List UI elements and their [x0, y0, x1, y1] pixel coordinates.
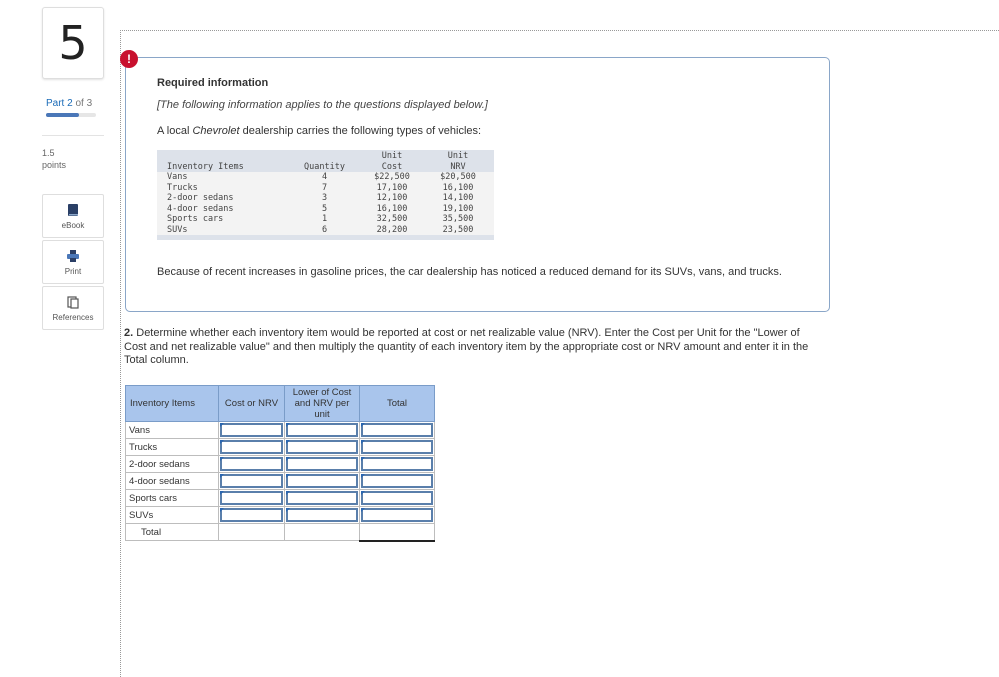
row-nrv: 16,100 [422, 183, 494, 194]
total-field[interactable] [361, 508, 433, 522]
row-item: 4-door sedans [157, 204, 287, 215]
row-cost: 17,100 [362, 183, 422, 194]
total-field[interactable] [361, 440, 433, 454]
required-info-note: [The following information applies to the questions displayed below.] [157, 99, 488, 111]
col-header-item: Inventory Items [157, 150, 287, 172]
grand-total-value [360, 524, 435, 541]
answer-row-item: SUVs [126, 507, 219, 524]
part-label: Part [46, 98, 65, 109]
part-progress-bar [46, 113, 96, 117]
answer-total-row [126, 524, 435, 541]
table-row [157, 214, 494, 225]
answer-row [126, 422, 435, 439]
part-indicator [46, 98, 92, 109]
table-row [157, 183, 494, 194]
lcnrv-field[interactable] [286, 457, 358, 471]
total-field[interactable] [361, 491, 433, 505]
print-button[interactable] [42, 240, 104, 284]
vehicle-data-table [157, 150, 494, 240]
question-number-label: 2. [124, 327, 134, 339]
required-info-title: Required information [157, 77, 269, 89]
row-quantity: 7 [287, 183, 362, 194]
references-label: References [52, 312, 94, 322]
total-field[interactable] [361, 423, 433, 437]
references-button[interactable] [42, 286, 104, 330]
total-input[interactable] [360, 490, 435, 507]
unit-nrv-line2: NRV [450, 161, 466, 172]
row-nrv: $20,500 [422, 172, 494, 183]
unit-cost-line1: Unit [381, 151, 403, 161]
row-quantity: 5 [287, 204, 362, 215]
desc-suffix: dealership carries the following types of vehicles: [239, 125, 482, 137]
row-quantity: 1 [287, 214, 362, 225]
lcnrv-input[interactable] [285, 507, 360, 524]
lcnrv-field[interactable] [286, 491, 358, 505]
row-cost: 12,100 [362, 193, 422, 204]
lcnrv-input[interactable] [285, 422, 360, 439]
ans-header-cost-or-nrv: Cost or NRV [219, 386, 285, 422]
total-field[interactable] [361, 457, 433, 471]
cost-or-nrv-field[interactable] [220, 491, 283, 505]
row-cost: 32,500 [362, 214, 422, 225]
unit-cost-line2: Cost [381, 161, 403, 172]
cost-or-nrv-input[interactable] [219, 439, 285, 456]
ebook-button[interactable] [42, 194, 104, 238]
answer-row-item: 2-door sedans [126, 456, 219, 473]
ans-header-lcnrv: Lower of Cost and NRV per unit [285, 386, 360, 422]
cost-or-nrv-input[interactable] [219, 507, 285, 524]
content-top-border [120, 30, 999, 31]
row-quantity: 4 [287, 172, 362, 183]
answer-table [125, 385, 435, 542]
total-input[interactable] [360, 507, 435, 524]
table-row [157, 193, 494, 204]
answer-row-item: Sports cars [126, 490, 219, 507]
row-item: Trucks [157, 183, 287, 194]
row-item: SUVs [157, 225, 287, 236]
row-item: 2-door sedans [157, 193, 287, 204]
alert-icon: ! [120, 50, 138, 68]
cost-or-nrv-field[interactable] [220, 457, 283, 471]
table-row [157, 225, 494, 236]
total-label: Total [126, 524, 219, 541]
cost-or-nrv-input[interactable] [219, 473, 285, 490]
row-nrv: 14,100 [422, 193, 494, 204]
desc-brand: Chevrolet [192, 125, 240, 137]
question-text [124, 327, 824, 368]
part-of: of 3 [75, 98, 93, 109]
part-progress-fill [46, 113, 79, 117]
col-header-unit-cost [362, 150, 422, 172]
answer-row [126, 456, 435, 473]
cost-or-nrv-field[interactable] [220, 508, 283, 522]
answer-row [126, 507, 435, 524]
required-info-description [157, 125, 481, 137]
cost-or-nrv-field[interactable] [220, 423, 283, 437]
cost-or-nrv-field[interactable] [220, 440, 283, 454]
ans-header-items: Inventory Items [126, 386, 219, 422]
col-header-quantity: Quantity [287, 150, 362, 172]
question-body: Determine whether each inventory item would be reported at cost or net realizable value (NRV). Enter the Cost per Unit for the "Lower of Cost and net realizable value" and then multiply the quantity of each inventory item by the appropriate cost or NRV amount and enter it in the Total column. [124, 327, 809, 366]
total-input[interactable] [360, 473, 435, 490]
answer-row [126, 490, 435, 507]
unit-nrv-line1: Unit [447, 151, 469, 161]
total-field[interactable] [361, 474, 433, 488]
row-cost: 16,100 [362, 204, 422, 215]
total-empty-cell [285, 524, 360, 541]
total-input[interactable] [360, 456, 435, 473]
required-info-closing: Because of recent increases in gasoline prices, the car dealership has noticed a reduced demand for its SUVs, vans, and trucks. [157, 266, 782, 278]
print-icon [66, 249, 80, 263]
total-input[interactable] [360, 439, 435, 456]
lcnrv-field[interactable] [286, 423, 358, 437]
answer-row-item: Vans [126, 422, 219, 439]
cost-or-nrv-input[interactable] [219, 490, 285, 507]
col-header-unit-nrv [422, 150, 494, 172]
lcnrv-input[interactable] [285, 473, 360, 490]
total-empty-cell [219, 524, 285, 541]
row-nrv: 23,500 [422, 225, 494, 236]
references-icon [66, 295, 80, 309]
cost-or-nrv-input[interactable] [219, 456, 285, 473]
table-footer-bar [157, 235, 494, 240]
content-left-border [120, 30, 121, 677]
lcnrv-field[interactable] [286, 440, 358, 454]
cost-or-nrv-input[interactable] [219, 422, 285, 439]
ebook-label: eBook [61, 220, 85, 230]
row-nrv: 19,100 [422, 204, 494, 215]
table-row [157, 204, 494, 215]
lcnrv-field[interactable] [286, 508, 358, 522]
cost-or-nrv-field[interactable] [220, 474, 283, 488]
points-value: 1.5 [42, 148, 55, 158]
lcnrv-input[interactable] [285, 456, 360, 473]
ans-header-total: Total [360, 386, 435, 422]
part-current: 2 [67, 98, 73, 109]
lcnrv-input[interactable] [285, 490, 360, 507]
row-quantity: 6 [287, 225, 362, 236]
print-label: Print [64, 266, 82, 276]
points-display [42, 147, 66, 171]
lcnrv-input[interactable] [285, 439, 360, 456]
row-item: Sports cars [157, 214, 287, 225]
points-label: points [42, 160, 67, 170]
row-nrv: 35,500 [422, 214, 494, 225]
ebook-icon [66, 203, 80, 217]
lcnrv-field[interactable] [286, 474, 358, 488]
total-input[interactable] [360, 422, 435, 439]
row-quantity: 3 [287, 193, 362, 204]
desc-prefix: A local [157, 125, 193, 137]
row-cost: 28,200 [362, 225, 422, 236]
answer-row-item: 4-door sedans [126, 473, 219, 490]
question-number: 5 [42, 7, 104, 79]
row-cost: $22,500 [362, 172, 422, 183]
row-item: Vans [157, 172, 287, 183]
sidebar-divider [42, 135, 104, 136]
answer-row [126, 439, 435, 456]
answer-row [126, 473, 435, 490]
table-row [157, 172, 494, 183]
answer-row-item: Trucks [126, 439, 219, 456]
